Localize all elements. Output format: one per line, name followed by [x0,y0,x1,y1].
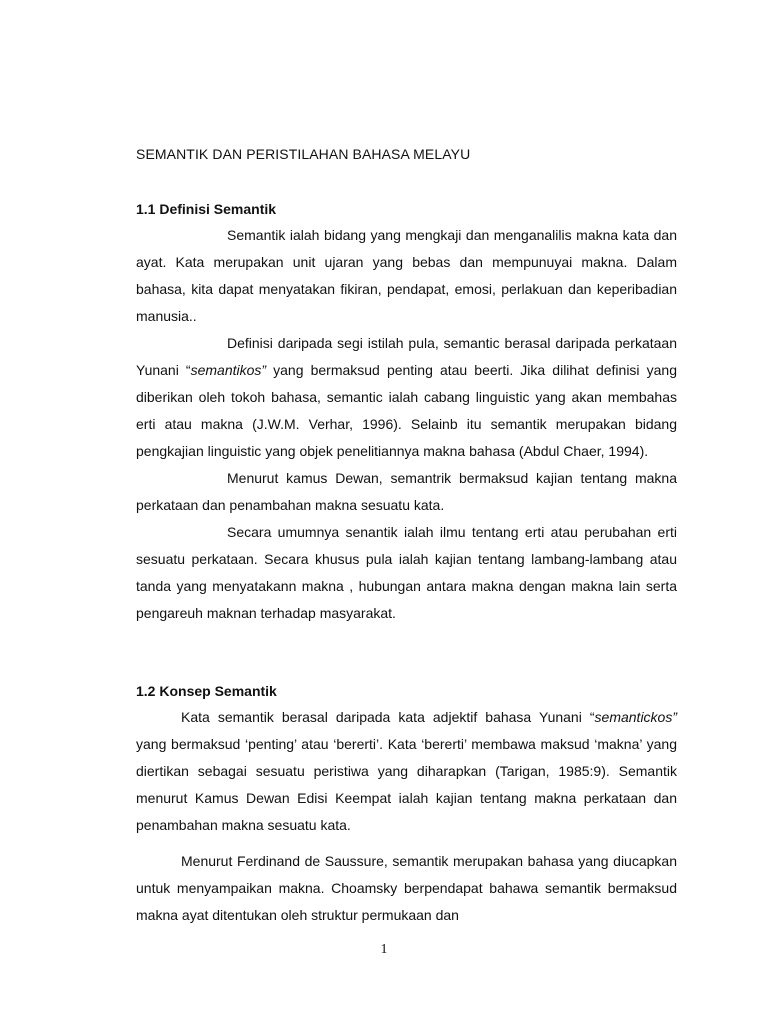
paragraph: Secara umumnya senantik ialah ilmu tentang erti atau perubahan erti sesuatu perkataan. Secara khusus pula ialah kajian tentang lambang-lambang atau tanda yang menyatakann makna , hubungan antara makna dengan makna lain serta pengareuh maknan terhadap masyarakat. [136,524,677,621]
italic-term: semantickos” [594,709,677,725]
paragraph: Semantik ialah bidang yang mengkaji dan menganalilis makna kata dan ayat. Kata merupakan unit ujaran yang bebas dan mempunuyai makna. Dalam bahasa, kita dapat menyatakan fikiran, pendapat, emosi, perlakuan dan keperibadian manusia.. [136,227,677,324]
paragraph: Menurut kamus Dewan, semantrik bermaksud kajian tentang makna perkataan dan penambahan makna sesuatu kata. [136,470,677,513]
section-konsep-body [136,704,677,929]
paragraph-text: yang bermaksud ‘penting’ atau ‘bererti’. Kata ‘bererti’ membawa maksud ‘makna’ yang diertikan sebagai sesuatu peristiwa yang diharapkan (Tarigan, 1985:9). Semantik menurut Kamus Dewan Edisi Keempat ialah kajian tentang makna perkataan dan penambahan makna sesuatu kata. [136,736,677,833]
paragraph [136,704,677,839]
paragraph [136,330,677,465]
paragraph: Menurut Ferdinand de Saussure, semantik merupakan bahasa yang diucapkan untuk menyampaikan makna. Choamsky berpendapat bahawa semantik bermaksud makna ayat ditentukan oleh struktur permukaan dan [136,853,677,923]
document-title: SEMANTIK DAN PERISTILAHAN BAHASA MELAYU [136,146,471,162]
paragraph-text: Kata semantik berasal daripada kata adjektif bahasa Yunani “ [181,709,595,725]
section-heading-konsep: 1.2 Konsep Semantik [136,683,277,699]
italic-term: semantikos” [190,362,267,378]
paragraph-text: yang bermaksud penting atau beerti. Jika dilihat definisi yang diberikan oleh tokoh bahasa, semantic ialah cabang linguistic yang akan membahas erti atau makna (J.W.M. Verhar, 1996). Selainb itu semantik merupakan bidang pengkajian linguistic yang objek penelitiannya makna bahasa (Abdul Chaer, 1994). [136,362,677,459]
page-number: 1 [380,942,388,957]
section-definisi-body [136,222,677,627]
section-heading-definisi: 1.1 Definisi Semantik [136,201,277,217]
paragraph-text: Definisi daripada segi istilah pula, semantic berasal daripada perkataan Yunani “ [136,335,677,378]
